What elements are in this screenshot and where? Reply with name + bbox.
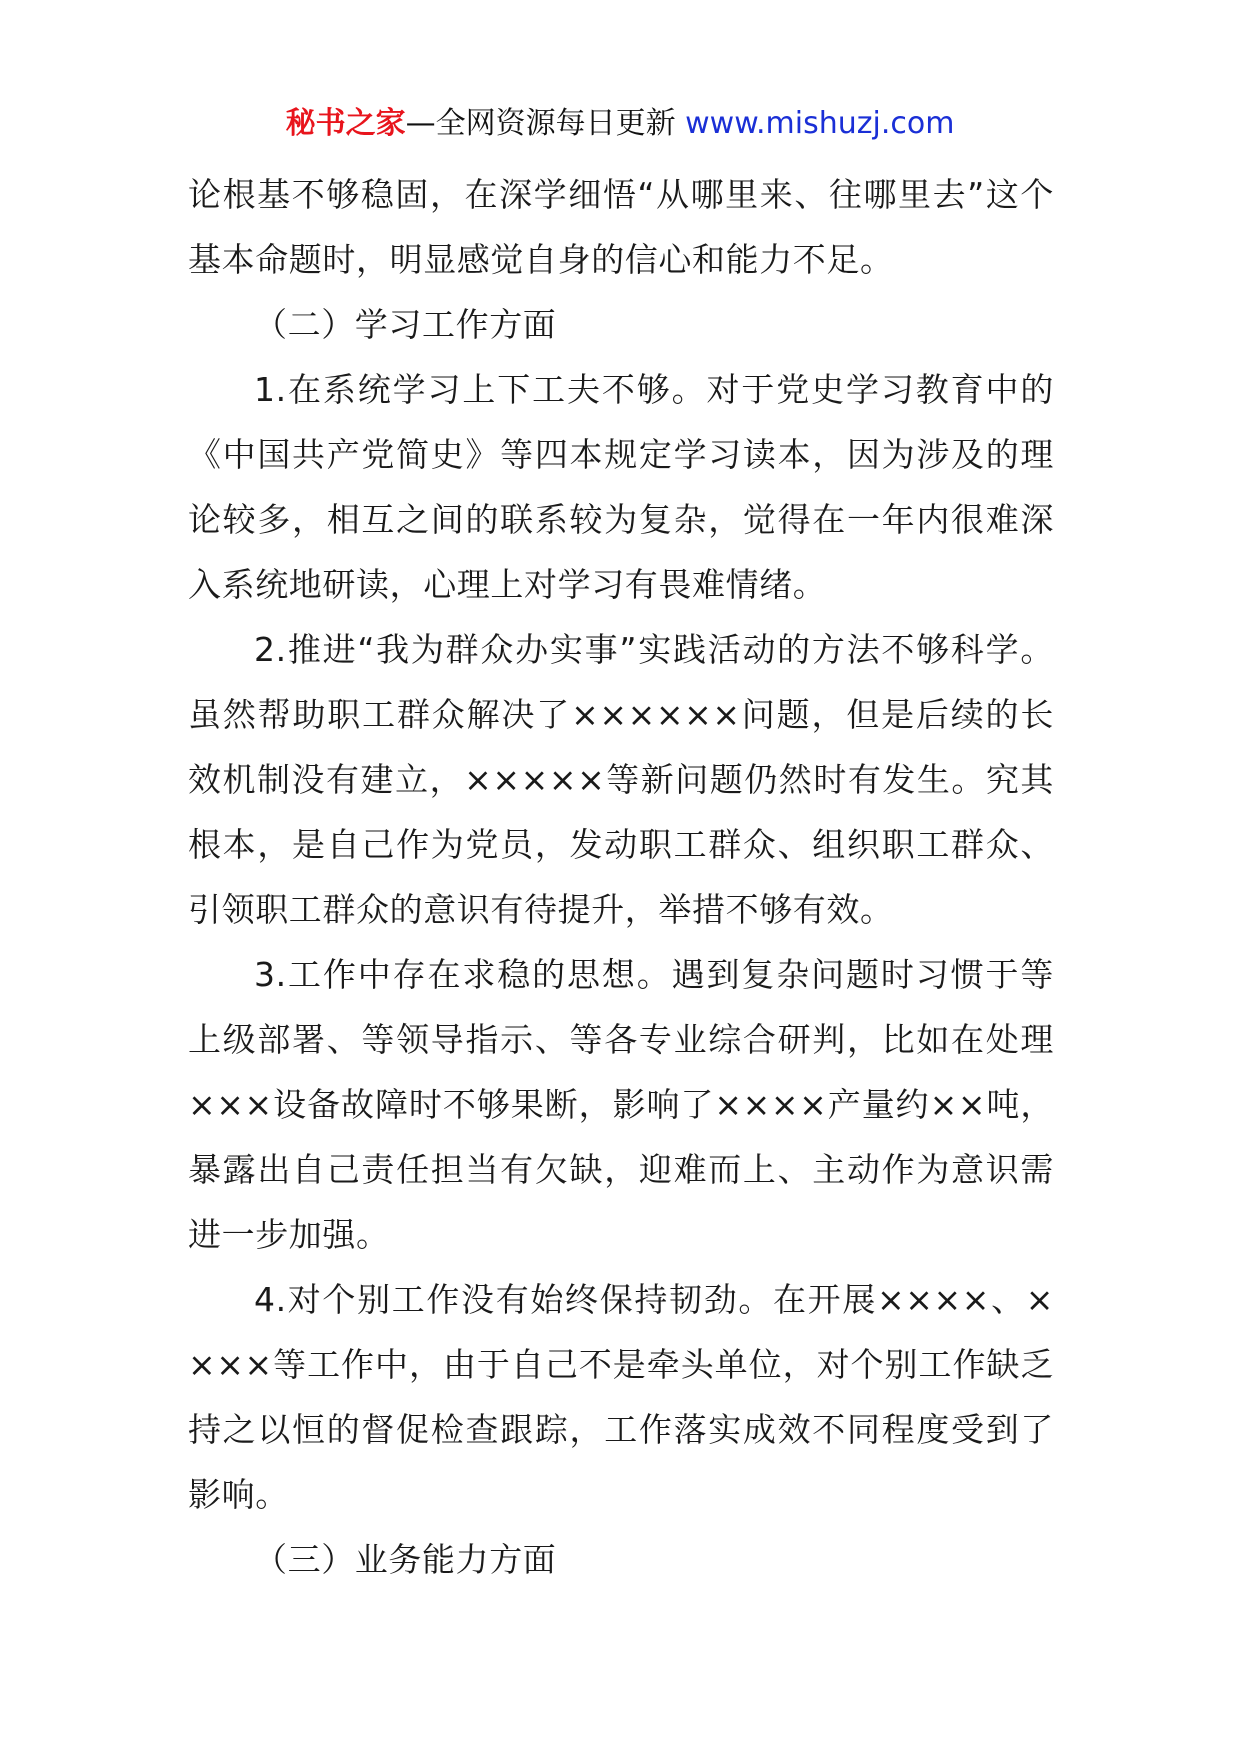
paragraph-item-3: 3.工作中存在求稳的思想。遇到复杂问题时习惯于等上级部署、等领导指示、等各专业综合研判，比如在处理×××设备故障时不够果断，影响了××××产量约××吨，暴露出自己责任担当有欠缺，迎难而上、主动作为意识需进一步加强。 <box>188 955 1054 1254</box>
section-heading-business-ability: （三）业务能力方面 <box>254 1540 557 1579</box>
paragraph-continuation: 论根基不够稳固，在深学细悟“从哪里来、往哪里去”这个基本命题时，明显感觉自身的信心和能力不足。 <box>188 175 1054 279</box>
brand-name: 秘书之家 <box>285 106 406 141</box>
paragraph-item-2: 2.推进“我为群众办实事”实践活动的方法不够科学。虽然帮助职工群众解决了××××××问题，但是后续的长效机制没有建立，×××××等新问题仍然时有发生。究其根本，是自己作为党员，发动职工群众、组织职工群众、引领职工群众的意识有待提升，举措不够有效。 <box>188 630 1054 929</box>
website-url[interactable]: www.mishuzj.com <box>685 106 955 141</box>
section-heading-study-work: （二）学习工作方面 <box>254 305 557 344</box>
paragraph-item-4: 4.对个别工作没有始终保持韧劲。在开展××××、××××等工作中，由于自己不是牵头单位，对个别工作缺乏持之以恒的督促检查跟踪，工作落实成效不同程度受到了影响。 <box>188 1280 1054 1514</box>
paragraph-item-1: 1.在系统学习上下工夫不够。对于党史学习教育中的《中国共产党简史》等四本规定学习读本，因为涉及的理论较多，相互之间的联系较为复杂，觉得在一年内很难深入系统地研读，心理上对学习有畏难情绪。 <box>188 370 1054 604</box>
header-tagline: —全网资源每日更新 <box>405 106 676 141</box>
site-header <box>0 102 1240 146</box>
document-body <box>188 162 1054 1592</box>
